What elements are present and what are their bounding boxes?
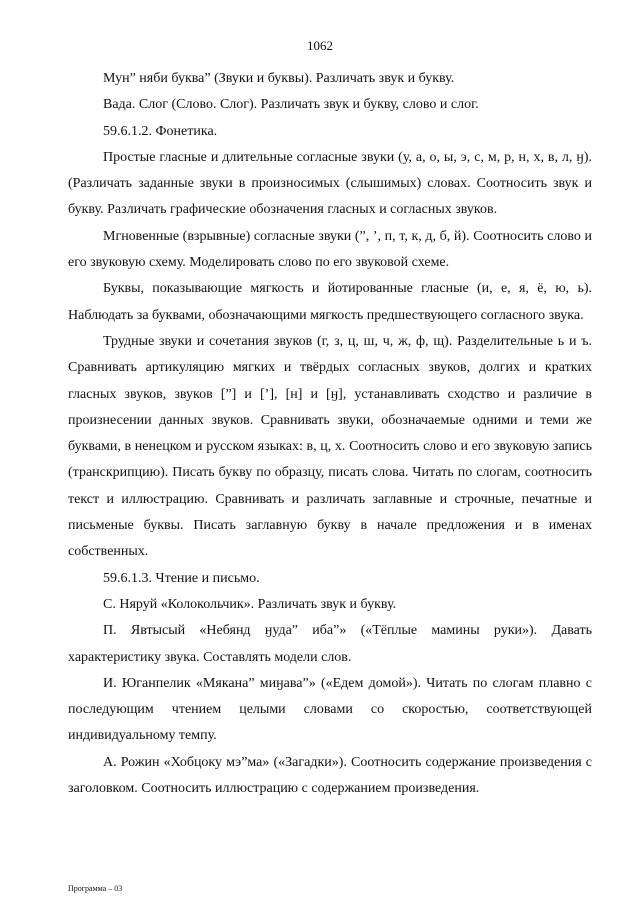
page-number: 1062 bbox=[307, 38, 333, 53]
paragraph-rozhin: А. Рожин «Хобцоку мэ”ма» («Загадки»). Соотносить содержание произведения с заголовком. Соотносить иллюстрацию с содержанием произведения. bbox=[68, 754, 592, 797]
paragraph-naruy: С. Няруй «Колокольчик». Различать звук и букву. bbox=[103, 596, 397, 612]
section-heading-phonetics: 59.6.1.2. Фонетика. bbox=[103, 123, 218, 139]
paragraph-difficult-sounds: Трудные звуки и сочетания звуков (г, з, ц, ш, ч, ж, ф, щ). Разделительные ь и ъ. Сравнивать артикуляцию мягких и твёрдых согласных звуков, долгих и кратких гласных звуков, звуков [”] и [’], [н] и [ӈ], устанавливать сходство и различие в произнесении данных звуков. Сравнивать звуки, обозначаемые одними и теми же буквами, в ненецком и русском языках: в, ц, х. Соотносить слово и его звуковую запись (транскрипцию). Писать букву по образцу, писать слова. Читать по слогам, соотносить текст и иллюстрацию. Сравнивать и различать заглавные и строчные, печатные и письменые буквы. Писать заглавную букву в начале предложения и в именах собственных. bbox=[68, 333, 592, 560]
paragraph-plosive-consonants: Мгновенные (взрывные) согласные звуки (”, ’, п, т, к, д, б, й). Соотносить слово и его звуковую схему. Моделировать слово по его звуковой схеме. bbox=[68, 228, 592, 271]
paragraph-syllable: Вада. Слог (Слово. Слог). Различать звук и букву, слово и слог. bbox=[103, 97, 479, 113]
paragraph-sounds-letters: Мун” няби буква” (Звуки и буквы). Различать звук и букву. bbox=[103, 71, 455, 86]
footer-program-label: Программа – 03 bbox=[68, 884, 123, 893]
body-text bbox=[68, 66, 592, 802]
paragraph-simple-vowels: Простые гласные и длительные согласные звуки (у, а, о, ы, э, с, м, р, н, х, в, л, ӈ). (Различать заданные звуки в произносимых (слышимых) словах. Соотносить звук и букву. Различать графические обозначения гласных и согласных звуков. bbox=[68, 149, 592, 218]
section-heading-reading: 59.6.1.3. Чтение и письмо. bbox=[103, 570, 260, 586]
paragraph-yavtysy: П. Явтысый «Небянд ӈуда” иба”» («Тёплые мамины руки»). Давать характеристику звука. Составлять модели слов. bbox=[68, 623, 592, 665]
paragraph-softness-letters: Буквы, показывающие мягкость и йотированные гласные (и, е, я, ё, ю, ь). Наблюдать за буквами, обозначающими мягкость предшествующего согласного звука. bbox=[68, 281, 592, 323]
paragraph-yuganpelik: И. Юганпелик «Мякана” миӈава”» («Едем домой»). Читать по слогам плавно с последующим чтением целыми словами со скоростью, соответствующей индивидуальному темпу. bbox=[68, 675, 592, 744]
